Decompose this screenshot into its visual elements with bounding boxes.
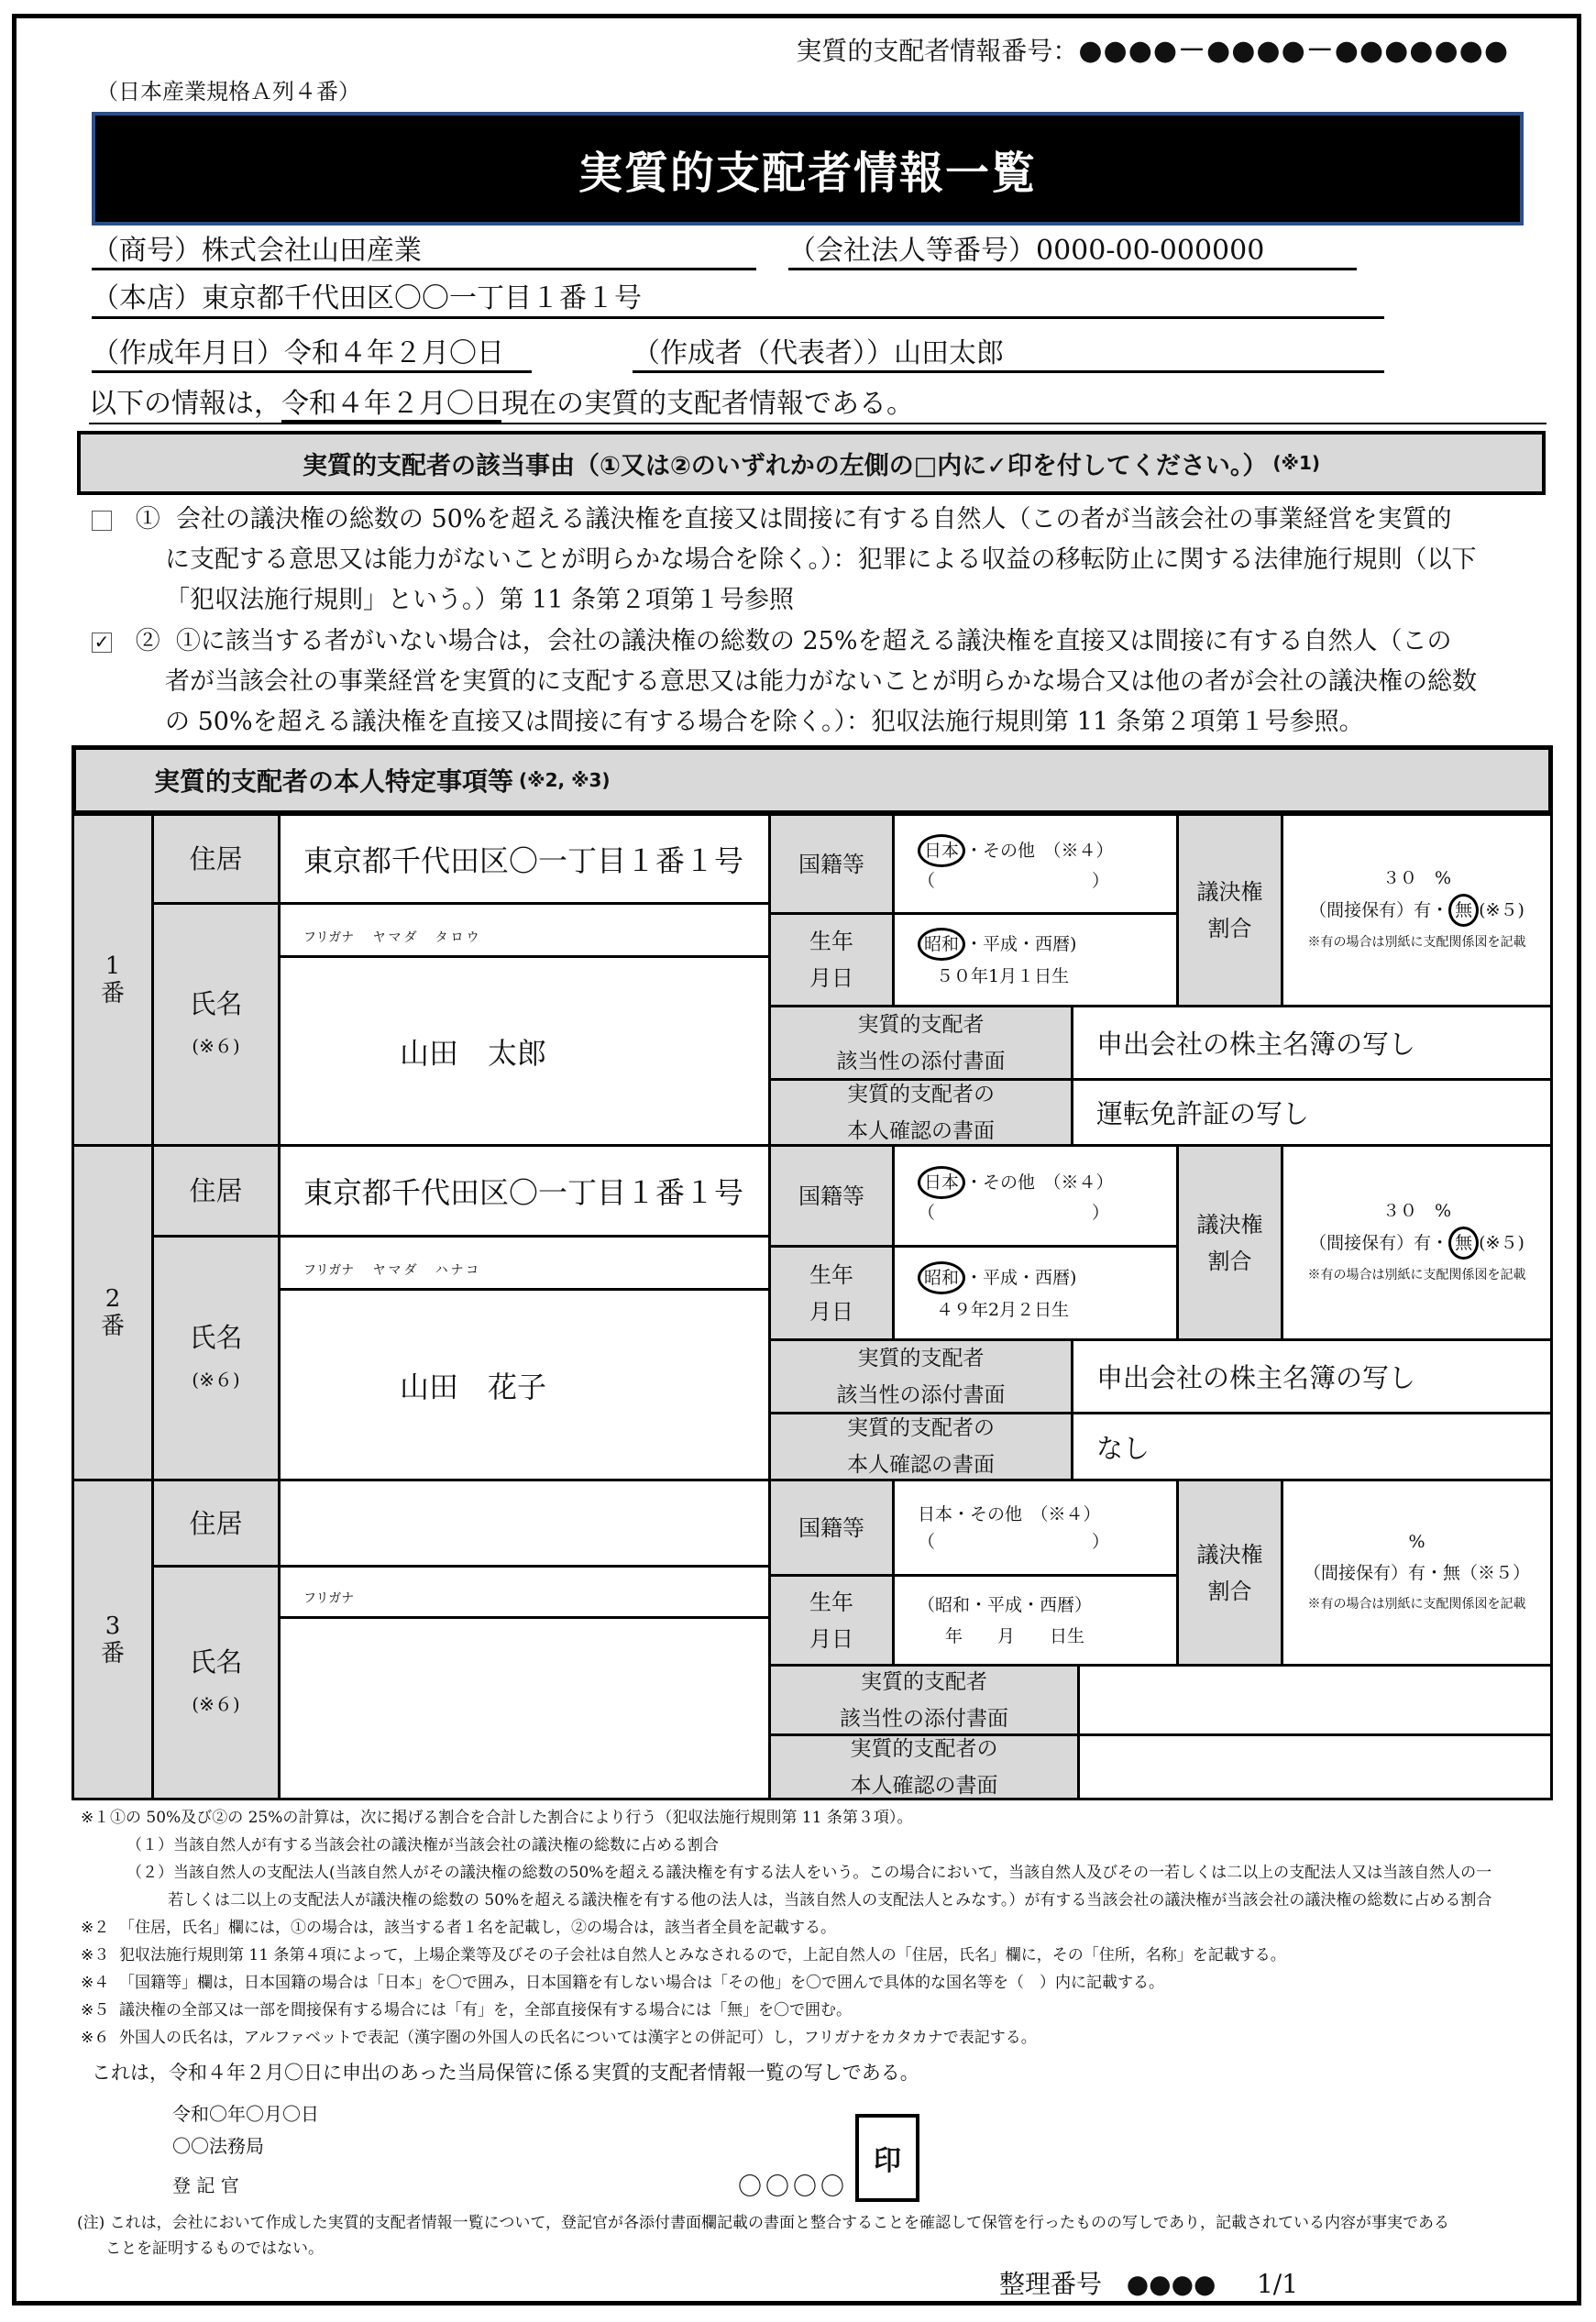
furigana-field	[278, 902, 771, 958]
title-bar	[92, 112, 1524, 226]
attachment-label	[768, 1338, 1073, 1414]
voting-label	[1176, 1144, 1283, 1341]
reason-1-number: ①	[135, 505, 160, 534]
page-number: 1/1	[1256, 2269, 1299, 2299]
id-check-label-1: 実質的支配者の	[850, 1736, 998, 1761]
indirect-footnote: ※有の場合は別紙に支配関係図を記載	[1307, 1267, 1526, 1282]
indirect-footnote: ※有の場合は別紙に支配関係図を記載	[1307, 935, 1526, 950]
nationality-options: 日本・その他 （※４）	[918, 1503, 1101, 1524]
reason-2-checkbox[interactable]: ✓	[92, 633, 112, 653]
note-text: （１）当該自然人が有する当該会社の議決権が当該会社の議決権の総数に占める割合	[127, 1836, 719, 1854]
nationality-other: その他 （※４）	[983, 840, 1114, 861]
furigana-field	[278, 1565, 771, 1619]
name-label-text: 氏名	[189, 1645, 243, 1678]
reference-number	[999, 2264, 1298, 2301]
name-value	[278, 955, 771, 1147]
address-value-text: 東京都千代田区〇一丁目１番１号	[303, 843, 744, 878]
era-sep: ・	[965, 934, 984, 954]
note-mark: ※６	[81, 2029, 110, 2047]
birthdate-value-cell	[892, 1574, 1179, 1667]
attachment-label	[768, 1005, 1073, 1081]
creator-field	[633, 330, 1384, 373]
reason-item-1	[92, 500, 1476, 621]
id-check-value	[1071, 1078, 1553, 1147]
head-office-field	[92, 275, 1384, 319]
nationality-label	[768, 1479, 895, 1577]
entry-index-suffix: 番	[100, 1313, 125, 1340]
note-text: 「住居，氏名」欄には，①の場合は，該当する者１名を記載し，②の場合は，該当者全員を記載する。	[119, 1919, 836, 1937]
indirect-circled[interactable]: 無	[1448, 894, 1479, 927]
creator-value: 山田太郎	[894, 337, 1004, 369]
certification-office: 〇〇法務局	[172, 2135, 264, 2157]
name-label	[151, 1235, 281, 1481]
nationality-value	[892, 1144, 1179, 1248]
voting-label-1: 議決権	[1196, 879, 1263, 905]
reason-2-number: ②	[135, 627, 160, 655]
birthdate-label-2: 月日	[809, 965, 853, 991]
trade-name-field	[92, 227, 756, 270]
entry-index-number: 1	[105, 952, 121, 980]
furigana-label: フリガナ	[303, 930, 355, 945]
note-mark: ※２	[81, 1919, 110, 1937]
name-value	[278, 1288, 771, 1481]
address-label-text: 住居	[189, 843, 243, 875]
address-value	[278, 813, 771, 905]
era-circled[interactable]: 昭和	[918, 928, 965, 961]
voting-label	[1176, 1479, 1283, 1667]
note-text: （２）当該自然人の支配法人(当該自然人がその議決権の総数の50%を超える議決権を有する法人をいう。この場合において，当該自然人及びその一若しくは二以上の支配法人又は当該自然人の一	[127, 1864, 1492, 1882]
entry-index-suffix: 番	[100, 1639, 125, 1667]
entry-index	[72, 1144, 154, 1481]
attachment-value	[1077, 1664, 1553, 1736]
indirect-sep: ・	[1431, 900, 1449, 920]
reason-item-2	[92, 622, 1477, 743]
entry-index-number: 2	[105, 1285, 121, 1313]
nationality-label-text: 国籍等	[798, 1183, 864, 1209]
page-title: 実質的支配者情報一覧	[578, 147, 1037, 199]
name-label	[151, 1565, 281, 1800]
entry-index	[72, 1479, 154, 1800]
birthdate-value[interactable]: ５０年1月１日生	[936, 966, 1070, 986]
entry-index-number: 3	[105, 1612, 121, 1640]
voting-label-1: 議決権	[1196, 1541, 1263, 1568]
as-of-date: 令和４年２月〇日	[281, 388, 501, 423]
nationality-other-paren: （ ）	[918, 1531, 1110, 1552]
birthdate-label-1: 生年	[809, 1261, 853, 1288]
voting-label-2: 割合	[1207, 1248, 1252, 1274]
certification-statement: これは，令和４年２月〇日に申出のあった当局保管に係る実質的支配者情報一覧の写しである。	[92, 2062, 919, 2084]
note-text: 議決権の全部又は一部を間接保有する場合には「有」を，全部直接保有する場合には「無」を〇で囲む。	[119, 2001, 852, 2019]
nationality-value	[892, 1479, 1179, 1577]
attachment-value	[1071, 1005, 1553, 1081]
indirect-holding-options: （間接保有）有・無（※５）	[1303, 1562, 1530, 1583]
attachment-value	[1071, 1338, 1553, 1414]
birthdate-label	[768, 1245, 895, 1341]
entry-index	[72, 813, 154, 1147]
name-label-text: 氏名	[189, 987, 243, 1019]
furigana-value[interactable]: ヤマダ ハナコ	[372, 1263, 482, 1278]
footnotes	[81, 1804, 1491, 2052]
address-value	[278, 1479, 771, 1568]
reason-1-line: に支配する意思又は能力がないことが明らかな場合を除く。）：犯罪による収益の移転防止に関する法律施行規則（以下	[165, 545, 1477, 574]
birthdate-value[interactable]: 年 月 日生	[945, 1625, 1085, 1646]
nationality-sep: ・	[965, 840, 984, 861]
birthdate-value-cell	[892, 912, 1179, 1007]
voting-value-cell	[1281, 813, 1553, 1007]
indirect-prefix: （間接保有）有	[1309, 1232, 1432, 1253]
attachment-label-2: 該当性の添付書面	[836, 1049, 1006, 1073]
created-date-label: （作成年月日）	[92, 337, 284, 369]
address-value-text: 東京都千代田区〇一丁目１番１号	[303, 1175, 744, 1210]
reason-header	[77, 431, 1546, 495]
id-check-value	[1077, 1733, 1553, 1800]
indirect-note: (※５)	[1479, 1232, 1524, 1253]
nationality-label-text: 国籍等	[798, 1514, 864, 1541]
table-header	[72, 745, 1553, 815]
indirect-footnote: ※有の場合は別紙に支配関係図を記載	[1307, 1596, 1526, 1612]
nationality-circled[interactable]: 日本	[918, 834, 965, 867]
id-check-label	[768, 1733, 1080, 1800]
indirect-circled[interactable]: 無	[1448, 1227, 1479, 1260]
corp-number-value: 0000-00-000000	[1036, 235, 1265, 267]
birthdate-label-1: 生年	[809, 1589, 853, 1615]
certification-date: 令和〇年〇月〇日	[172, 2103, 319, 2125]
id-check-doc[interactable]: なし	[1096, 1432, 1150, 1464]
name-value-text[interactable]: 山田 太郎	[400, 1035, 547, 1071]
voting-label-2: 割合	[1207, 916, 1252, 941]
note-mark: ※１	[81, 1809, 110, 1827]
reason-header-note: (※1)	[1272, 452, 1320, 474]
attachment-label	[768, 1664, 1080, 1736]
nationality-circled[interactable]: 日本	[918, 1166, 965, 1199]
note-mark: ※５	[81, 2001, 110, 2019]
nationality-other: その他 （※４）	[983, 1172, 1114, 1193]
note-text: 「国籍等」欄は，日本国籍の場合は「日本」を〇で囲み，日本国籍を有しない場合は「その他」を〇で囲んで具体的な国名等を（ ）内に記載する。	[119, 1974, 1165, 1992]
name-label-note: (※６)	[192, 1692, 240, 1715]
paper-size-note: （日本産業規格Ａ列４番）	[96, 79, 360, 105]
voting-label-2: 割合	[1207, 1578, 1252, 1604]
address-value	[278, 1144, 771, 1238]
era-options: （昭和・平成・西暦）	[918, 1594, 1093, 1615]
id-check-label-2: 本人確認の書面	[850, 1773, 998, 1798]
name-label-text: 氏名	[189, 1321, 243, 1353]
head-office-value: 東京都千代田区〇〇一丁目１番１号	[202, 282, 642, 314]
reason-2-line: 者が当該会社の事業経営を実質的に支配する意思又は能力がないことが明らかな場合又は他の者が会社の議決権の総数	[165, 667, 1477, 696]
indirect-prefix: （間接保有）有	[1309, 900, 1432, 920]
address-label-text: 住居	[189, 1175, 243, 1206]
as-of-suffix: 現在の実質的支配者情報である。	[501, 388, 914, 420]
furigana-value[interactable]: ヤマダ タロウ	[372, 930, 482, 945]
reference-label: 整理番号	[999, 2269, 1103, 2299]
note-mark: ※４	[81, 1974, 110, 1992]
era-sep: ・	[965, 1267, 984, 1288]
reference-value: ●●●●	[1126, 2269, 1216, 2299]
birthdate-value[interactable]: ４９年2月２日生	[936, 1299, 1070, 1320]
furigana-label: フリガナ	[303, 1263, 355, 1278]
era-rest: 平成・西暦)	[983, 934, 1077, 954]
nationality-other-paren: （ ）	[918, 1202, 1110, 1223]
birthdate-label-2: 月日	[809, 1298, 853, 1325]
info-number-label: 実質的支配者情報番号：	[796, 36, 1079, 66]
creator-label: （作成者（代表者））	[633, 337, 894, 369]
created-date-value: 令和４年２月〇日	[284, 337, 504, 369]
name-value-text[interactable]: 山田 花子	[400, 1369, 547, 1404]
attachment-doc[interactable]: 申出会社の株主名簿の写し	[1096, 1362, 1416, 1393]
disclaimer-line-1: (注) これは，会社において作成した実質的支配者情報一覧について，登記官が各添付書面欄記載の書面と整合することを確認して保管を行ったものの写しであり，記載されている内容が事実である	[77, 2214, 1449, 2232]
note-text: 犯収法施行規則第 11 条第４項によって，上場企業等及びその子会社は自然人とみなされるので，上記自然人の「住居，氏名」欄に，その「住所，名称」を記載する。	[119, 1946, 1286, 1964]
table-header-note: (※2, ※3)	[519, 769, 611, 791]
name-label-note: (※６)	[192, 1034, 240, 1057]
voting-value-cell	[1281, 1144, 1553, 1341]
name-label	[151, 902, 281, 1147]
attachment-label-2: 該当性の添付書面	[836, 1382, 1006, 1407]
table-header-text: 実質的支配者の本人特定事項等	[154, 766, 514, 797]
entry-index-suffix: 番	[100, 980, 125, 1007]
id-check-doc[interactable]: 運転免許証の写し	[1096, 1098, 1310, 1129]
attachment-doc[interactable]: 申出会社の株主名簿の写し	[1096, 1029, 1416, 1060]
attachment-label-1: 実質的支配者	[857, 1012, 985, 1037]
as-of-prefix: 以下の情報は，	[89, 388, 281, 420]
reason-1-line: 会社の議決権の総数の 50%を超える議決権を直接又は間接に有する自然人（この者が当該会社の事業経営を実質的	[175, 505, 1452, 534]
reason-2-line: の 50%を超える議決権を直接又は間接に有する場合を除く。）：犯収法施行規則第 11 条第２項第１号参照。	[165, 708, 1364, 736]
disclaimer-line-2: ことを証明するものではない。	[105, 2239, 324, 2258]
address-label-text: 住居	[189, 1507, 243, 1539]
id-check-label-1: 実質的支配者の	[847, 1082, 995, 1106]
reason-1-line: 「犯収法施行規則」という。）第 11 条第２項第１号参照	[165, 586, 795, 614]
era-circled[interactable]: 昭和	[918, 1261, 965, 1294]
furigana-field	[278, 1235, 771, 1291]
attachment-label-1: 実質的支配者	[861, 1669, 987, 1694]
note-text: ①の 50%及び②の 25%の計算は，次に掲げる割合を合計した割合により行う（犯収法施行規則第 11 条第３項）。	[110, 1809, 913, 1827]
voting-label	[1176, 813, 1283, 1007]
indirect-note: (※５)	[1479, 900, 1524, 920]
registrar-label: 登 記 官	[172, 2174, 239, 2196]
official-seal-box: 印	[855, 2114, 919, 2202]
birthdate-label-2: 月日	[809, 1625, 853, 1652]
reason-1-checkbox[interactable]	[92, 511, 112, 531]
nationality-sep: ・	[965, 1172, 984, 1193]
trade-name-label: （商号）	[92, 235, 202, 267]
voting-label-1: 議決権	[1196, 1211, 1263, 1238]
era-rest: 平成・西暦)	[983, 1267, 1077, 1288]
created-date-field	[92, 330, 532, 373]
corp-number-field	[788, 227, 1357, 270]
trade-name-value: 株式会社山田産業	[202, 235, 422, 267]
attachment-label-2: 該当性の添付書面	[840, 1706, 1008, 1731]
voting-ratio[interactable]: ３０ %	[1381, 1200, 1452, 1221]
reason-header-text: 実質的支配者の該当事由（①又は②のいずれかの左側の□内に✓印を付してください。）	[303, 451, 1268, 480]
attachment-label-1: 実質的支配者	[857, 1346, 985, 1370]
birthdate-label	[768, 912, 895, 1007]
name-label-note: (※６)	[192, 1368, 240, 1391]
head-office-label: （本店）	[92, 282, 202, 314]
nationality-label	[768, 813, 895, 915]
voting-ratio[interactable]: ３０ %	[1381, 868, 1452, 888]
indirect-sep: ・	[1431, 1232, 1449, 1253]
address-label	[151, 1479, 281, 1568]
corp-number-label: （会社法人等番号）	[788, 235, 1036, 267]
id-check-value	[1071, 1412, 1553, 1481]
birthdate-label	[768, 1574, 895, 1667]
nationality-label	[768, 1144, 895, 1248]
info-number	[796, 28, 1509, 68]
note-text: 若しくは二以上の支配法人が議決権の総数の 50%を超える議決権を有する他の法人は，当該自然人の支配法人とみなす。）が有する当該会社の議決権が当該会社の議決権の総数に占める割合	[168, 1891, 1492, 1909]
nationality-other-paren: （ ）	[918, 870, 1110, 891]
id-check-label	[768, 1412, 1073, 1481]
voting-ratio[interactable]: %	[1408, 1531, 1425, 1552]
voting-value-cell	[1281, 1479, 1553, 1667]
nationality-label-text: 国籍等	[798, 851, 864, 877]
info-number-value: ●●●●－●●●●－●●●●●●●	[1078, 35, 1509, 67]
address-label	[151, 813, 281, 905]
furigana-label: フリガナ	[303, 1591, 355, 1606]
id-check-label-2: 本人確認の書面	[847, 1118, 995, 1143]
note-text: 外国人の氏名は，アルファベットで表記（漢字圏の外国人の氏名については漢字との併記可）し，フリガナをカタカナで表記する。	[119, 2029, 1037, 2047]
nationality-value	[892, 813, 1179, 915]
id-check-label-1: 実質的支配者の	[847, 1416, 995, 1440]
reason-2-line: ①に該当する者がいない場合は，会社の議決権の総数の 25%を超える議決権を直接又は間接に有する自然人（この	[175, 627, 1452, 655]
address-label	[151, 1144, 281, 1238]
as-of-statement	[89, 380, 1546, 424]
birthdate-label-1: 生年	[809, 929, 853, 954]
id-check-label	[768, 1078, 1073, 1147]
birthdate-value-cell	[892, 1245, 1179, 1341]
registrar-name: 〇〇〇〇	[738, 2173, 849, 2201]
name-value	[278, 1616, 771, 1800]
id-check-label-2: 本人確認の書面	[847, 1453, 995, 1477]
note-mark: ※３	[81, 1946, 110, 1964]
